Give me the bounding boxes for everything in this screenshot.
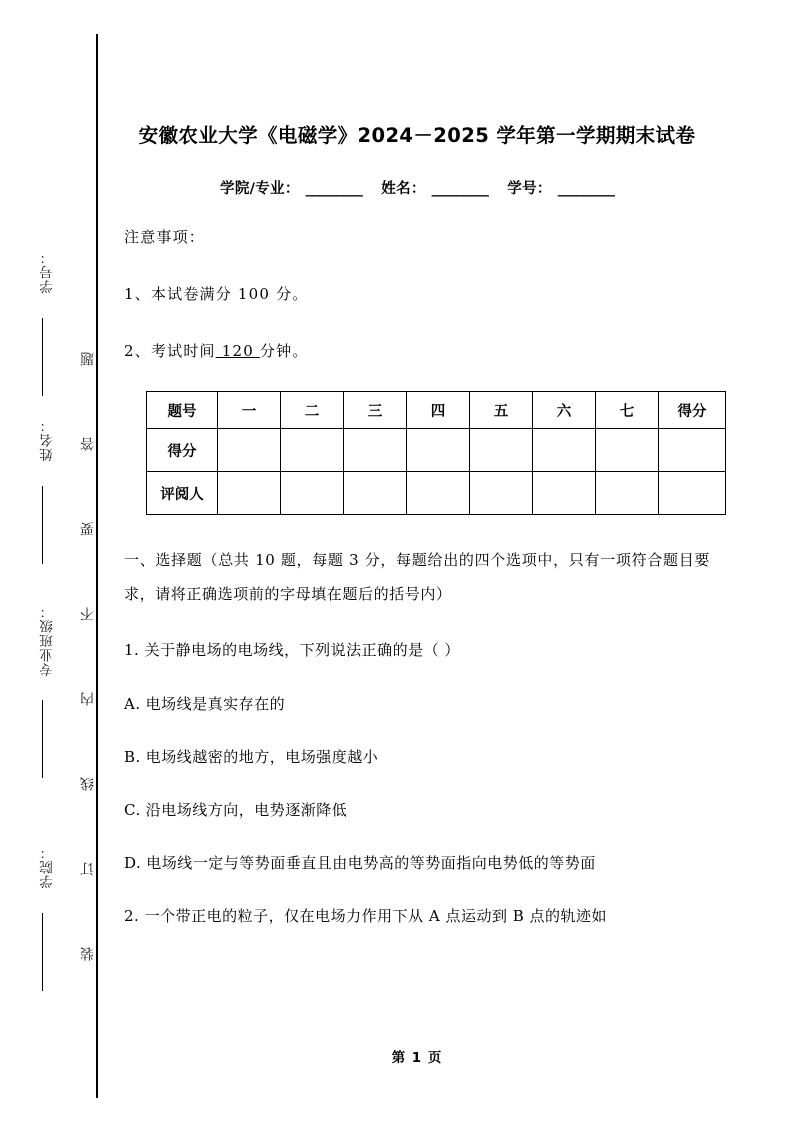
option-letter: D.	[124, 854, 142, 872]
score-table-header-cell: 五	[470, 392, 533, 429]
field-name-blank[interactable]: _________	[431, 181, 488, 197]
seal-char-0: 题	[80, 352, 96, 366]
question-1-option-d[interactable]	[124, 824, 710, 877]
table-row	[147, 472, 726, 515]
reviewer-cell[interactable]	[533, 472, 596, 515]
note-item-2-duration: 120	[215, 342, 260, 360]
seal-line-column	[58, 0, 98, 1122]
score-table-row-label: 题号	[147, 392, 218, 429]
note-item-2-pre: 2、考试时间	[124, 342, 216, 360]
score-table-header-cell: 二	[281, 392, 344, 429]
score-cell[interactable]	[344, 429, 407, 472]
score-table	[146, 391, 726, 515]
seal-char-1: 答	[80, 437, 96, 451]
question-1-option-b[interactable]	[124, 718, 710, 771]
score-table-header-cell: 三	[344, 392, 407, 429]
margin-field-college-rule	[42, 913, 43, 991]
margin-field-class-rule	[42, 700, 43, 778]
score-table-header-cell: 一	[218, 392, 281, 429]
reviewer-cell[interactable]	[281, 472, 344, 515]
score-table-wrapper	[124, 391, 710, 515]
question-1-option-c[interactable]	[124, 771, 710, 824]
notes-heading: 注意事项：	[124, 228, 206, 246]
field-student-id-blank[interactable]: _________	[557, 181, 614, 197]
section-one-title: 一、选择题（总共 10 题，每题 3 分，每题给出的四个选项中，只有一项符合题目要求，请将正确选项前的字母填在题后的括号内）	[124, 551, 710, 603]
exam-content	[124, 0, 710, 931]
field-name-label: 姓名：	[381, 181, 426, 197]
margin-field-name-rule	[42, 486, 43, 564]
field-college-major-label: 学院/专业：	[220, 181, 300, 197]
reviewer-cell[interactable]	[218, 472, 281, 515]
option-text: 电场线一定与等势面垂直且由电势高的等势面指向电势低的等势面	[146, 854, 596, 872]
score-cell[interactable]	[281, 429, 344, 472]
field-student-id-label: 学号：	[507, 181, 552, 197]
note-item-1: 1、本试卷满分 100 分。	[124, 285, 309, 303]
score-cell[interactable]	[533, 429, 596, 472]
table-row	[147, 392, 726, 429]
seal-char-5: 线	[80, 777, 96, 791]
score-table-row-label: 评阅人	[147, 472, 218, 515]
binding-margin	[0, 0, 97, 1122]
page-footer: 第 1 页	[391, 1050, 443, 1066]
score-cell[interactable]	[407, 429, 470, 472]
score-cell[interactable]	[596, 429, 659, 472]
page-title: 安徽农业大学《电磁学》2024－2025 学年第一学期期末试卷	[138, 124, 696, 147]
seal-char-4: 内	[80, 692, 96, 706]
option-text: 电场线越密的地方，电场强度越小	[145, 748, 379, 766]
score-table-header-cell: 六	[533, 392, 596, 429]
reviewer-cell-total[interactable]	[659, 472, 726, 515]
score-table-header-cell: 四	[407, 392, 470, 429]
seal-char-2: 要	[80, 522, 96, 536]
score-table-header-cell: 七	[596, 392, 659, 429]
seal-char-6: 订	[80, 862, 96, 876]
student-header-fields	[124, 177, 710, 198]
score-cell[interactable]	[218, 429, 281, 472]
margin-field-name: 姓名：	[40, 418, 56, 462]
table-row	[147, 429, 726, 472]
score-cell[interactable]	[470, 429, 533, 472]
margin-field-class: 专业班级：	[40, 604, 56, 677]
option-letter: C.	[124, 801, 141, 819]
note-item-2	[124, 304, 710, 361]
question-1-stem: 1. 关于静电场的电场线，下列说法正确的是（ ）	[124, 641, 460, 659]
score-table-row-label: 得分	[147, 429, 218, 472]
option-letter: B.	[124, 748, 141, 766]
option-letter: A.	[124, 695, 141, 713]
score-cell-total[interactable]	[659, 429, 726, 472]
reviewer-cell[interactable]	[470, 472, 533, 515]
question-2-stem: 2. 一个带正电的粒子，仅在电场力作用下从 A 点运动到 B 点的轨迹如	[124, 907, 608, 925]
reviewer-cell[interactable]	[596, 472, 659, 515]
note-item-2-post: 分钟。	[259, 342, 309, 360]
reviewer-cell[interactable]	[344, 472, 407, 515]
score-table-header-total: 得分	[659, 392, 726, 429]
margin-field-student-id-rule	[42, 318, 43, 396]
field-college-major-blank[interactable]: _________	[305, 181, 362, 197]
student-info-column	[18, 0, 58, 1122]
margin-field-college: 学院：	[40, 845, 56, 889]
option-text: 沿电场线方向，电势逐渐降低	[145, 801, 348, 819]
option-text: 电场线是真实存在的	[145, 695, 286, 713]
reviewer-cell[interactable]	[407, 472, 470, 515]
question-1-option-a[interactable]	[124, 665, 710, 718]
seal-char-3: 不	[80, 607, 96, 621]
margin-field-student-id: 学号：	[40, 250, 56, 294]
seal-char-7: 装	[80, 947, 96, 961]
